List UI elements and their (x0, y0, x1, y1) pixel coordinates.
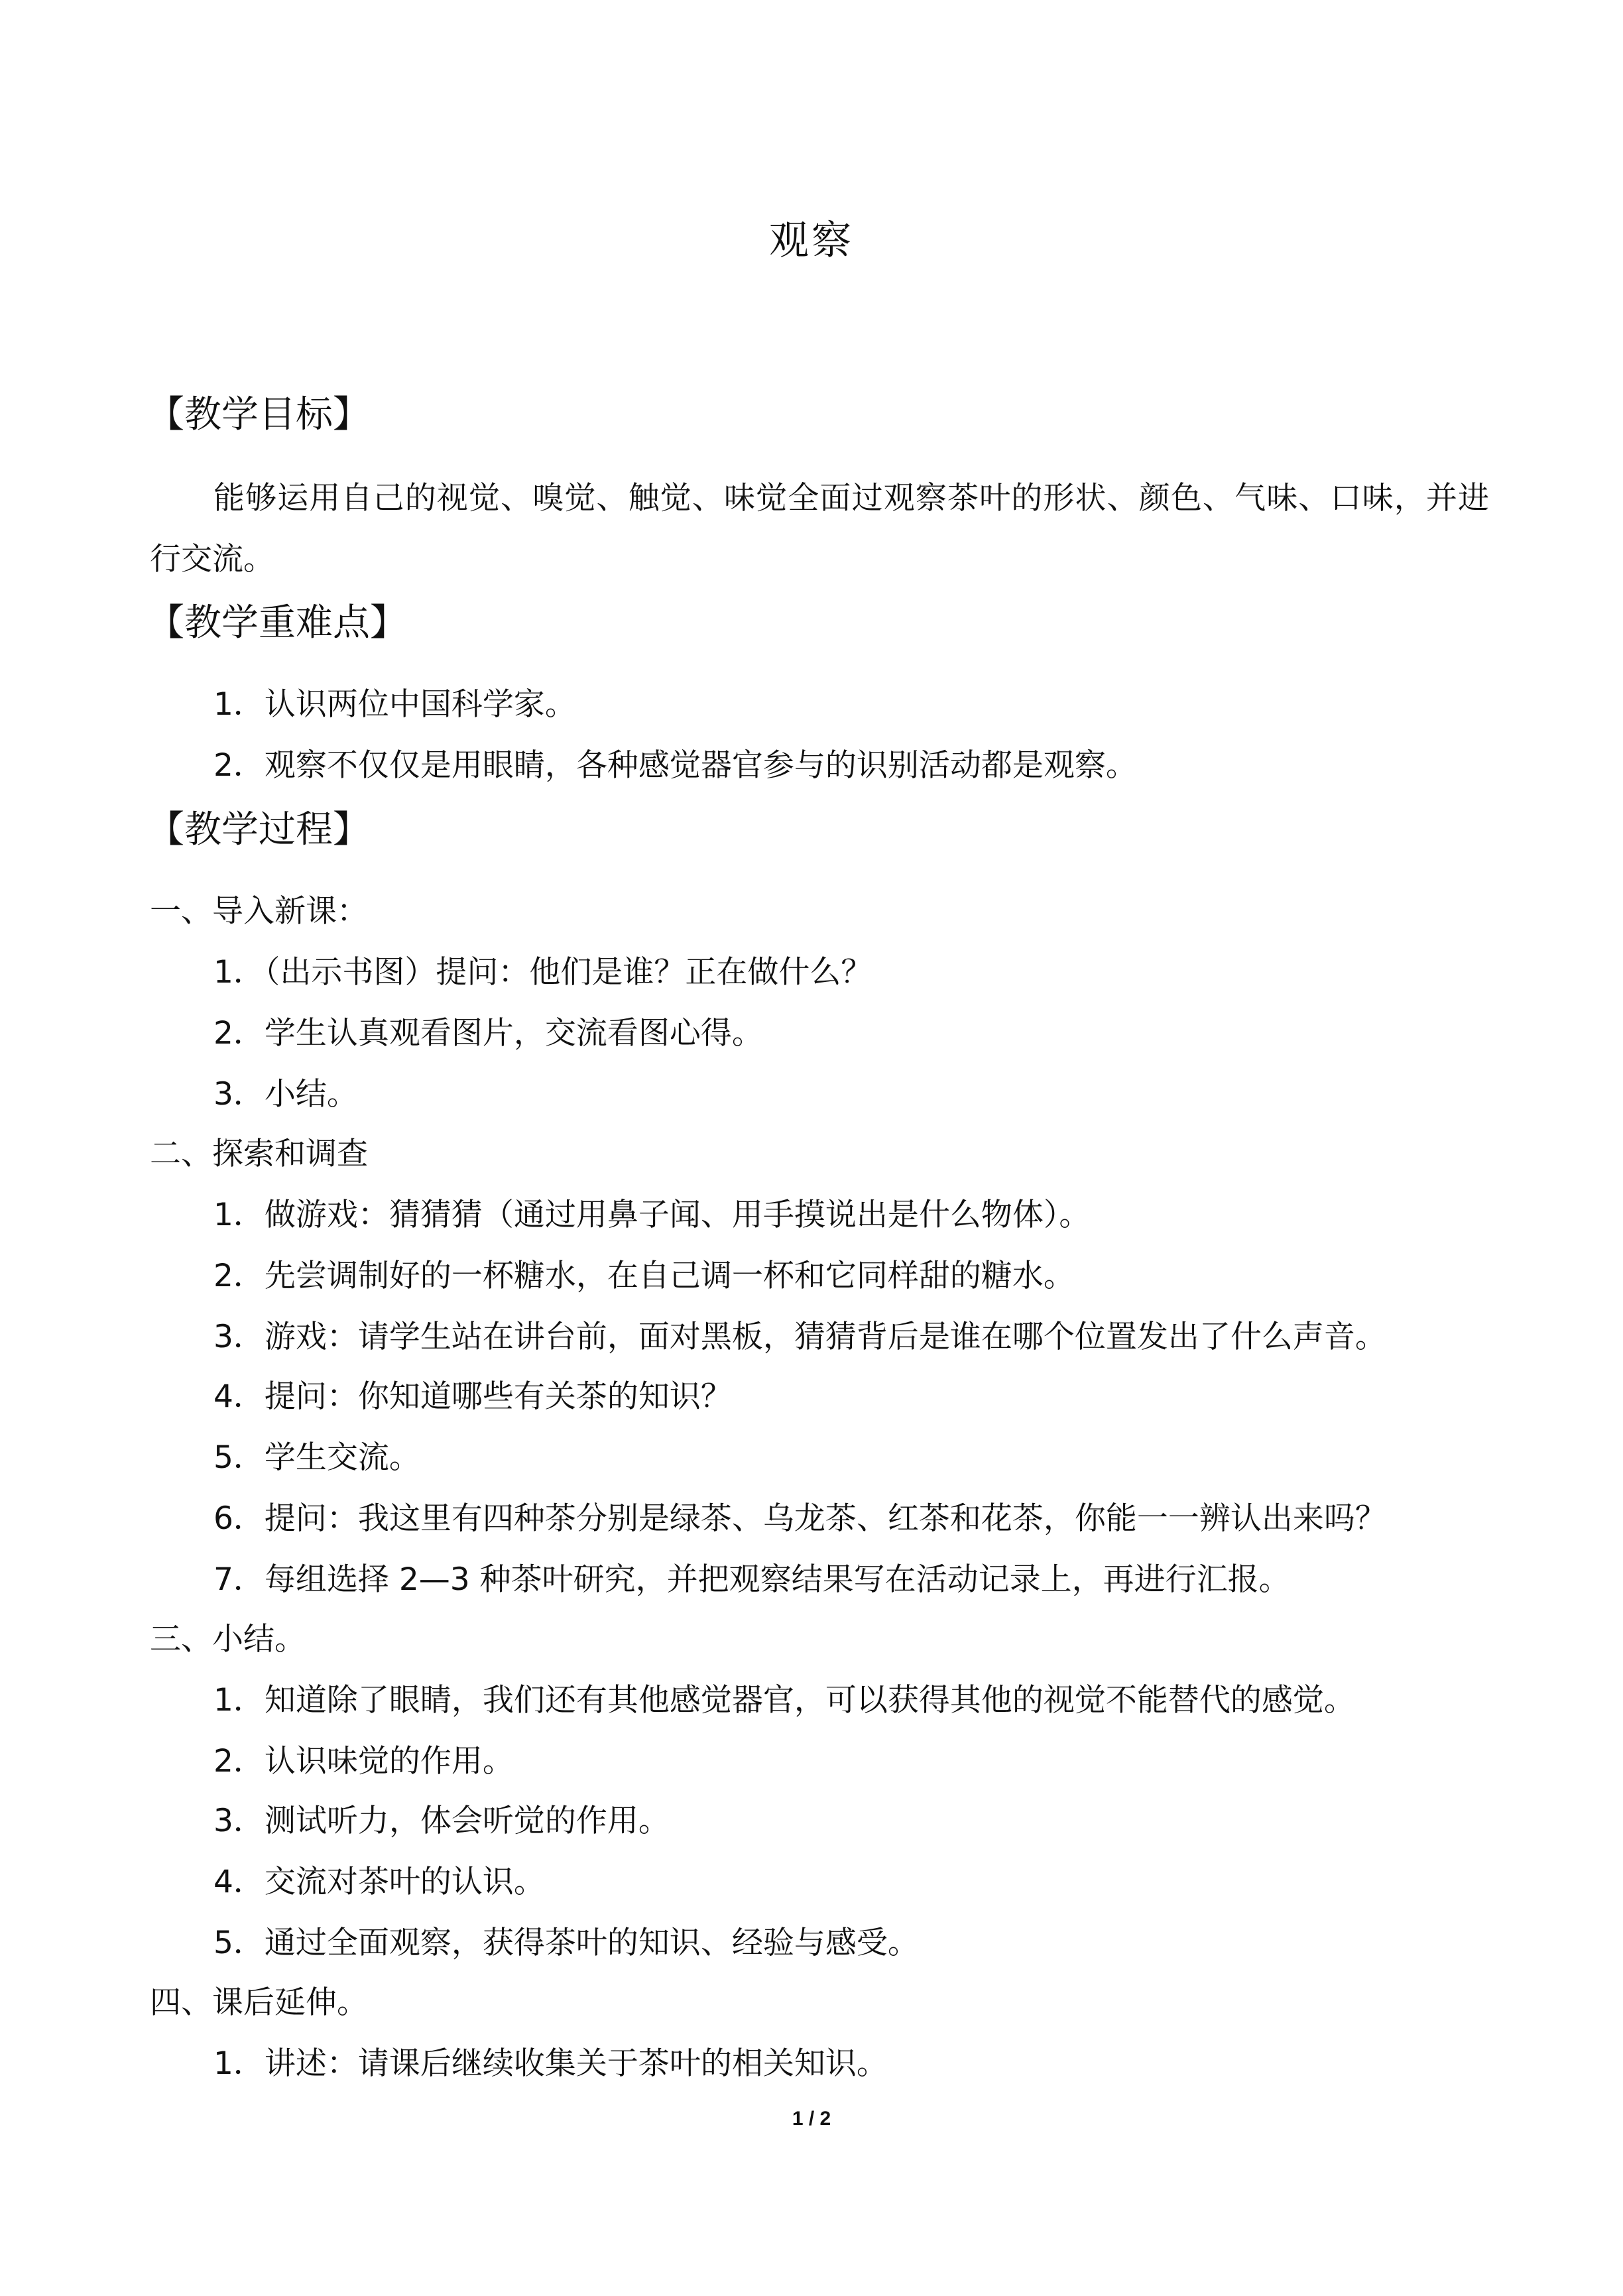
process-part-title: 三、小结。 (150, 1621, 306, 1658)
process-item: 2．学生认真观看图片，交流看图心得。 (213, 1015, 763, 1052)
document-title: 观察 (769, 217, 854, 264)
objectives-paragraph: 能够运用自己的视觉、嗅觉、触觉、味觉全面过观察茶叶的形状、颜色、气味、口味，并进行交流。 (150, 480, 1489, 577)
process-item: 2．先尝调制好的一杯糖水，在自己调一杯和它同样甜的糖水。 (213, 1258, 1075, 1294)
process-item: 7．每组选择 2—3 种茶叶研究，并把观察结果写在活动记录上，再进行汇报。 (213, 1561, 1290, 1598)
process-part-title: 二、探索和调查 (150, 1136, 368, 1172)
process-item: 4．交流对茶叶的认识。 (213, 1864, 545, 1900)
process-part-title: 一、导入新课： (150, 893, 368, 930)
heading-objectives: 【教学目标】 (147, 393, 370, 436)
key-point-item: 1．认识两位中国科学家。 (213, 686, 576, 723)
heading-process: 【教学过程】 (147, 808, 370, 851)
process-item: 3．小结。 (213, 1076, 358, 1113)
process-item: 3．游戏：请学生站在讲台前，面对黑板，猜猜背后是谁在哪个位置发出了什么声音。 (213, 1319, 1386, 1355)
process-item: 5．通过全面观察，获得茶叶的知识、经验与感受。 (213, 1925, 919, 1961)
key-point-item: 2．观察不仅仅是用眼睛，各种感觉器官参与的识别活动都是观察。 (213, 747, 1137, 784)
process-item: 2．认识味觉的作用。 (213, 1743, 514, 1780)
process-item: 1．知道除了眼睛，我们还有其他感觉器官，可以获得其他的视觉不能替代的感觉。 (213, 1682, 1355, 1719)
process-part-title: 四、课后延伸。 (150, 1984, 368, 2021)
heading-key-points: 【教学重难点】 (147, 601, 407, 644)
process-item: 1．（出示书图）提问：他们是谁？正在做什么？ (213, 954, 872, 991)
process-item: 5．学生交流。 (213, 1439, 420, 1476)
process-item: 3．测试听力，体会听觉的作用。 (213, 1803, 670, 1839)
page-number: 1 / 2 (792, 2108, 831, 2130)
process-item: 6．提问：我这里有四种茶分别是绿茶、乌龙茶、红茶和花茶，你能一一辨认出来吗？ (213, 1500, 1386, 1537)
process-item: 1．讲述：请课后继续收集关于茶叶的相关知识。 (213, 2045, 888, 2082)
process-item: 4．提问：你知道哪些有关茶的知识？ (213, 1378, 732, 1415)
process-item: 1．做游戏：猜猜猜（通过用鼻子闻、用手摸说出是什么物体）。 (213, 1197, 1091, 1233)
